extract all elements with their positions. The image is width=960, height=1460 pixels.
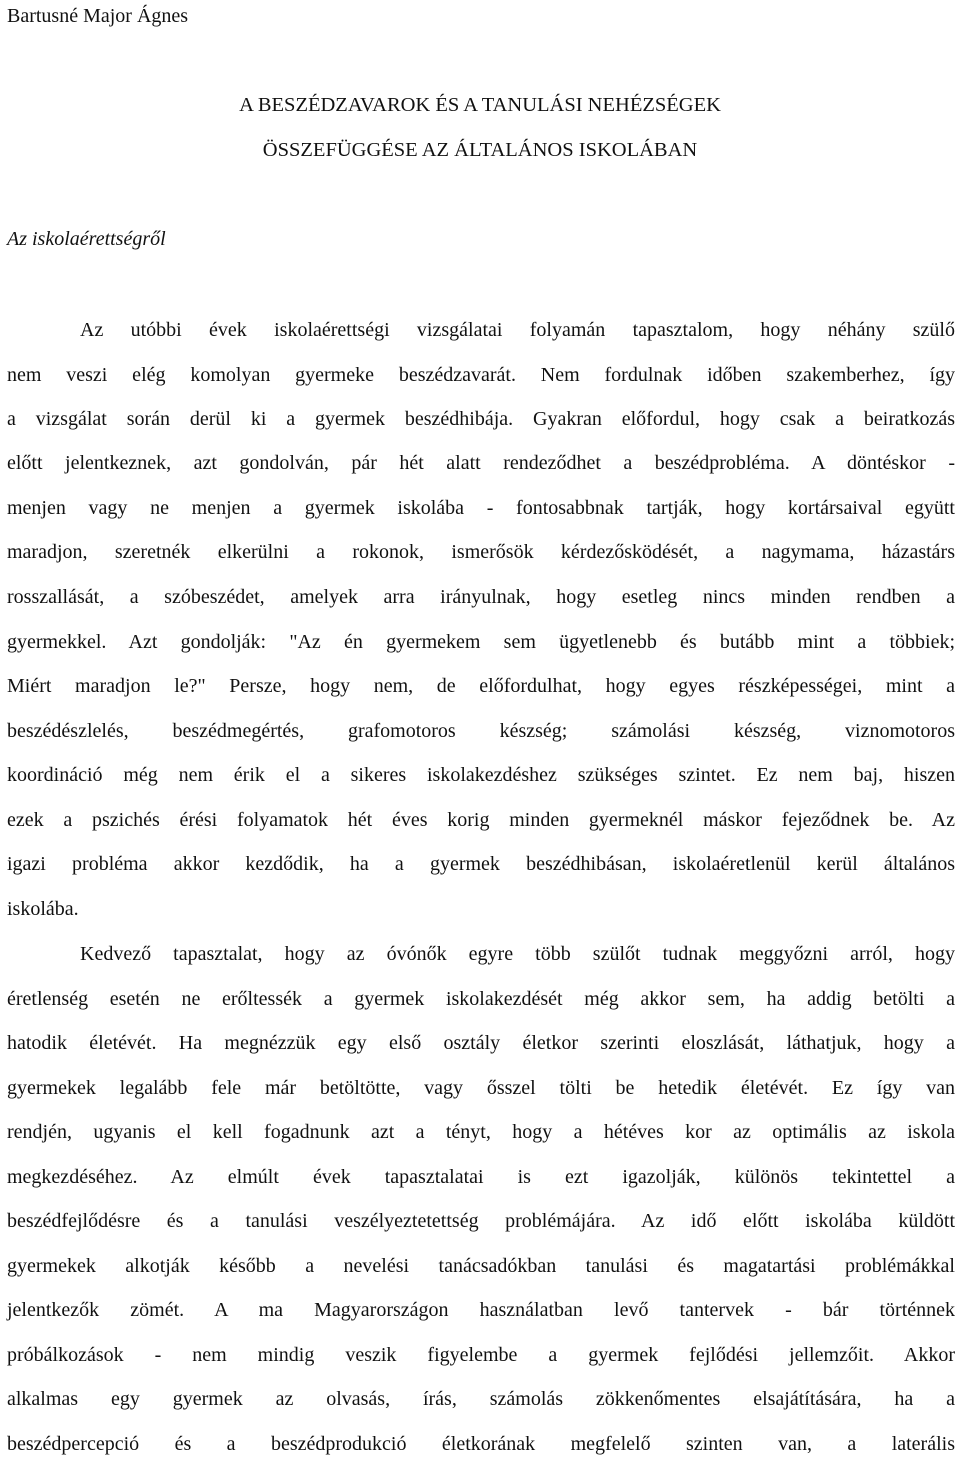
body-line: megkezdéséhez. Az elmúlt évek tapasztalatai is ezt igazolják, különös tekintettel a — [7, 1166, 955, 1188]
body-line: előtt jelentkeznek, azt gondolván, pár hét alatt rendeződhet a beszédprobléma. A döntéskor - — [7, 452, 955, 474]
body-line: beszédpercepció és a beszédprodukció életkorának megfelelő szinten van, a laterális — [7, 1433, 955, 1455]
body-line: rosszallását, a szóbeszédet, amelyek arra irányulnak, hogy esetleg nincs minden rendben a — [7, 586, 955, 608]
body-line: a vizsgálat során derül ki a gyermek beszédhibája. Gyakran előfordul, hogy csak a beiratkozás — [7, 408, 955, 430]
body-line: menjen vagy ne menjen a gyermek iskolába - fontosabbnak tartják, hogy kortársaival együtt — [7, 497, 955, 519]
body-line: éretlenség esetén ne erőltessék a gyermek iskolakezdését még akkor sem, ha addig betölti a — [7, 988, 955, 1010]
author-name: Bartusné Major Ágnes — [7, 5, 189, 27]
body-line: Miért maradjon le?" Persze, hogy nem, de előfordulhat, hogy egyes részképességei, mint a — [7, 675, 955, 697]
body-line: igazi probléma akkor kezdődik, ha a gyermek beszédhibásan, iskolaéretlenül kerül általános — [7, 853, 955, 875]
body-line: rendjén, ugyanis el kell fogadnunk azt a tényt, hogy a hétéves kor az optimális az iskola — [7, 1121, 955, 1143]
body-line: beszédfejlődésre és a tanulási veszélyeztetettség problémájára. Az idő előtt iskolába küldött — [7, 1210, 955, 1232]
body-line: Az utóbbi évek iskolaérettségi vizsgálatai folyamán tapasztalom, hogy néhány szülő — [80, 319, 955, 341]
section-title: Az iskolaérettségről — [7, 228, 166, 250]
body-line: koordináció még nem érik el a sikeres iskolakezdéshez szükséges szintet. Ez nem baj, hiszen — [7, 764, 955, 786]
body-line: nem veszi elég komolyan gyermeke beszédzavarát. Nem fordulnak időben szakemberhez, így — [7, 364, 955, 386]
title-line-1: A BESZÉDZAVAROK ÉS A TANULÁSI NEHÉZSÉGEK — [239, 94, 721, 116]
body-line: Kedvező tapasztalat, hogy az óvónők egyre több szülőt tudnak meggyőzni arról, hogy — [80, 943, 955, 965]
body-line: gyermekek legalább fele már betöltötte, vagy ősszel tölti be hetedik életévét. Ez így van — [7, 1077, 955, 1099]
title-line-2: ÖSSZEFÜGGÉSE AZ ÁLTALÁNOS ISKOLÁBAN — [262, 139, 698, 161]
body-line: próbálkozások - nem mindig veszik figyelembe a gyermek fejlődési jellemzőit. Akkor — [7, 1344, 955, 1366]
body-line: gyermekek alkotják később a nevelési tanácsadókban tanulási és magatartási problémákkal — [7, 1255, 955, 1277]
body-line: ezek a pszichés érési folyamatok hét éves korig minden gyermeknél máskor fejeződnek be. Az — [7, 809, 955, 831]
body-line: hatodik életévét. Ha megnézzük egy első osztály életkor szerinti eloszlását, láthatjuk, hogy a — [7, 1032, 955, 1054]
body-line: iskolába. — [7, 898, 79, 920]
body-line: gyermekkel. Azt gondolják: "Az én gyermekem sem ügyetlenebb és butább mint a többiek; — [7, 631, 955, 653]
body-line: alkalmas egy gyermek az olvasás, írás, számolás zökkenőmentes elsajátítására, ha a — [7, 1388, 955, 1410]
body-line: maradjon, szeretnék elkerülni a rokonok, ismerősök kérdezősködését, a nagymama, házastárs — [7, 541, 955, 563]
body-line: beszédészlelés, beszédmegértés, grafomotoros készség; számolási készség, viznomotoros — [7, 720, 955, 742]
body-line: jelentkezők zömét. A ma Magyarországon használatban levő tantervek - bár történnek — [7, 1299, 955, 1321]
